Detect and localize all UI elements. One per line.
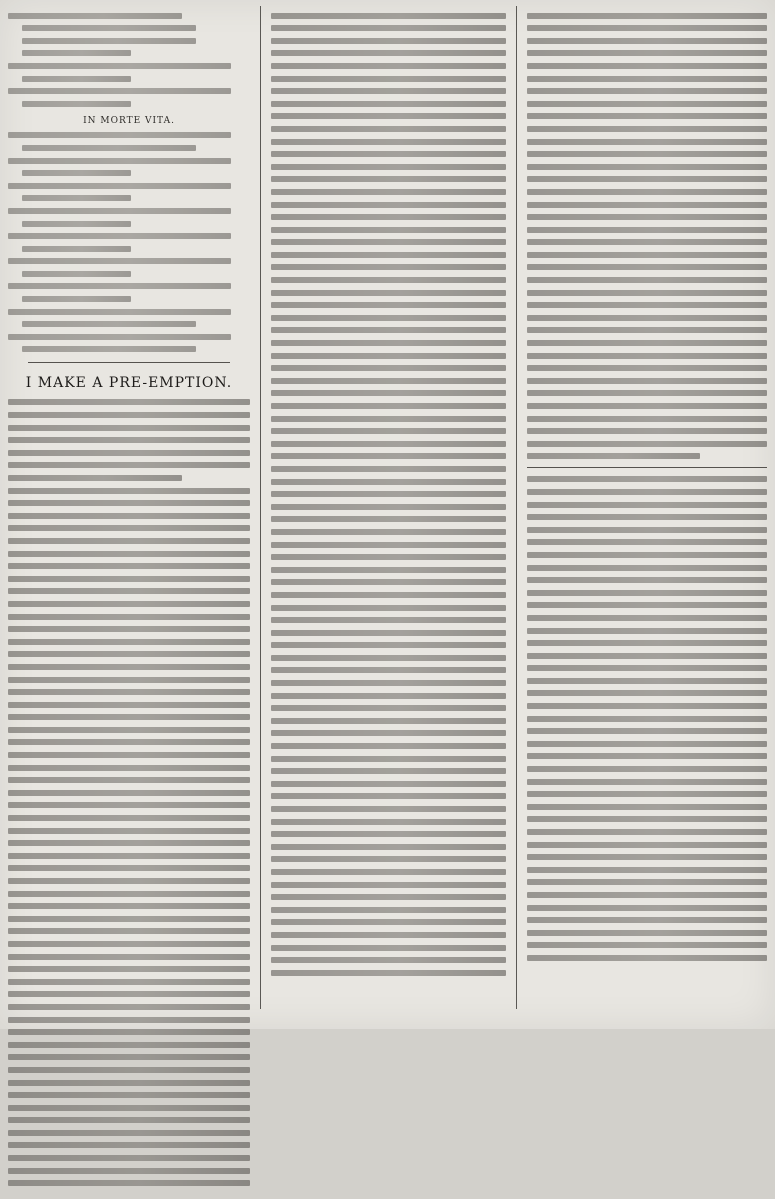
text-line xyxy=(8,13,182,19)
text-line xyxy=(8,462,250,468)
text-line xyxy=(271,844,506,850)
text-line xyxy=(527,365,767,371)
text-line xyxy=(271,302,506,308)
text-line xyxy=(271,554,506,560)
text-line xyxy=(527,416,767,422)
text-line xyxy=(271,957,506,963)
text-line xyxy=(271,856,506,862)
article-body-left xyxy=(8,399,250,1186)
text-line xyxy=(8,1042,250,1048)
text-line xyxy=(527,378,767,384)
text-line xyxy=(8,412,250,418)
text-line xyxy=(8,588,250,594)
text-line xyxy=(271,630,506,636)
text-line xyxy=(271,252,506,258)
text-line xyxy=(527,13,767,19)
text-line xyxy=(527,678,767,684)
text-line xyxy=(271,617,506,623)
text-line xyxy=(527,842,767,848)
text-line xyxy=(8,233,231,239)
text-line xyxy=(22,221,131,227)
text-line xyxy=(271,479,506,485)
text-line xyxy=(527,854,767,860)
text-line xyxy=(8,488,250,494)
text-line xyxy=(271,567,506,573)
text-line xyxy=(527,340,767,346)
text-line xyxy=(22,76,131,82)
text-line xyxy=(271,806,506,812)
text-line xyxy=(271,290,506,296)
text-line xyxy=(271,793,506,799)
text-line xyxy=(8,88,231,94)
text-line xyxy=(527,552,767,558)
text-line xyxy=(527,741,767,747)
text-line xyxy=(22,145,196,151)
text-line xyxy=(527,917,767,923)
text-line xyxy=(271,579,506,585)
text-line xyxy=(271,869,506,875)
text-line xyxy=(271,340,506,346)
text-line xyxy=(271,441,506,447)
text-line xyxy=(527,602,767,608)
text-line xyxy=(527,327,767,333)
text-line xyxy=(8,1092,250,1098)
text-line xyxy=(8,158,231,164)
text-line xyxy=(271,516,506,522)
text-line xyxy=(22,170,131,176)
text-line xyxy=(527,955,767,961)
text-line xyxy=(8,63,231,69)
text-line xyxy=(8,563,250,569)
text-line xyxy=(8,1017,250,1023)
text-line xyxy=(271,390,506,396)
text-line xyxy=(527,628,767,634)
text-line xyxy=(271,743,506,749)
text-line xyxy=(8,865,250,871)
text-line xyxy=(527,239,767,245)
text-line xyxy=(8,614,250,620)
text-line xyxy=(271,76,506,82)
text-line xyxy=(8,991,250,997)
text-line xyxy=(8,891,250,897)
text-line xyxy=(527,428,767,434)
text-line xyxy=(8,966,250,972)
text-line xyxy=(271,327,506,333)
text-line xyxy=(271,38,506,44)
text-line xyxy=(271,693,506,699)
text-line xyxy=(527,716,767,722)
text-line xyxy=(271,353,506,359)
text-line xyxy=(8,878,250,884)
text-line xyxy=(271,705,506,711)
text-line xyxy=(8,1155,250,1161)
text-line xyxy=(527,315,767,321)
text-line xyxy=(8,334,231,340)
text-line xyxy=(271,101,506,107)
text-line xyxy=(527,640,767,646)
text-line xyxy=(8,1067,250,1073)
text-line xyxy=(527,539,767,545)
text-line xyxy=(527,779,767,785)
text-line xyxy=(8,714,250,720)
text-line xyxy=(527,290,767,296)
text-line xyxy=(527,252,767,258)
poem-block xyxy=(8,13,250,353)
text-line xyxy=(527,816,767,822)
text-line xyxy=(271,403,506,409)
text-line xyxy=(271,50,506,56)
text-line xyxy=(271,819,506,825)
text-line xyxy=(527,565,767,571)
section-divider xyxy=(28,362,230,363)
column-rule xyxy=(516,6,517,1009)
text-line xyxy=(8,739,250,745)
text-line xyxy=(271,164,506,170)
text-line xyxy=(22,101,131,107)
text-line xyxy=(8,1080,250,1086)
text-line xyxy=(527,76,767,82)
text-line xyxy=(527,139,767,145)
text-line xyxy=(271,529,506,535)
text-line xyxy=(271,605,506,611)
text-line xyxy=(527,164,767,170)
text-line xyxy=(8,954,250,960)
text-line xyxy=(271,907,506,913)
text-line xyxy=(527,930,767,936)
column-right xyxy=(519,0,775,974)
text-line xyxy=(527,264,767,270)
text-line xyxy=(527,590,767,596)
text-line xyxy=(8,928,250,934)
text-line xyxy=(271,542,506,548)
text-line xyxy=(8,626,250,632)
text-line xyxy=(271,264,506,270)
text-line xyxy=(22,38,196,44)
text-line xyxy=(8,183,231,189)
text-line xyxy=(527,703,767,709)
text-line xyxy=(271,365,506,371)
text-line xyxy=(527,214,767,220)
text-line xyxy=(271,139,506,145)
text-line xyxy=(527,151,767,157)
text-line xyxy=(271,781,506,787)
text-line xyxy=(8,651,250,657)
text-line xyxy=(8,283,231,289)
text-line xyxy=(8,903,250,909)
text-line xyxy=(271,416,506,422)
text-line xyxy=(8,551,250,557)
text-line xyxy=(527,489,767,495)
text-line xyxy=(8,1117,250,1123)
text-line xyxy=(271,315,506,321)
text-line xyxy=(8,1142,250,1148)
text-line xyxy=(8,790,250,796)
text-line xyxy=(8,1054,250,1060)
text-line xyxy=(8,752,250,758)
text-line xyxy=(271,176,506,182)
text-line xyxy=(8,500,250,506)
text-line xyxy=(22,246,131,252)
text-line xyxy=(8,1105,250,1111)
text-line xyxy=(527,403,767,409)
text-line xyxy=(8,208,231,214)
text-line xyxy=(8,979,250,985)
text-line xyxy=(8,425,250,431)
column-left xyxy=(0,0,258,1199)
text-line xyxy=(271,730,506,736)
text-line xyxy=(527,665,767,671)
text-line xyxy=(8,664,250,670)
text-line xyxy=(8,941,250,947)
text-line xyxy=(271,88,506,94)
text-line xyxy=(527,189,767,195)
text-line xyxy=(22,195,131,201)
text-line xyxy=(271,202,506,208)
text-line xyxy=(271,919,506,925)
text-line xyxy=(271,718,506,724)
poem-subheading: IN MORTE VITA. xyxy=(83,115,175,126)
text-line xyxy=(527,615,767,621)
text-line xyxy=(527,514,767,520)
text-line xyxy=(8,601,250,607)
text-line xyxy=(527,804,767,810)
text-line xyxy=(527,277,767,283)
text-line xyxy=(8,765,250,771)
text-line xyxy=(8,1180,250,1186)
article-body-middle xyxy=(271,13,506,976)
text-line xyxy=(8,802,250,808)
text-line xyxy=(271,970,506,976)
text-line xyxy=(8,916,250,922)
text-line xyxy=(8,777,250,783)
text-line xyxy=(8,576,250,582)
text-line xyxy=(8,309,231,315)
text-line xyxy=(8,399,250,405)
text-line xyxy=(527,302,767,308)
text-line xyxy=(527,766,767,772)
text-line xyxy=(527,176,767,182)
text-line xyxy=(527,527,767,533)
text-line xyxy=(271,882,506,888)
text-line xyxy=(271,932,506,938)
section-divider xyxy=(527,467,767,468)
text-line xyxy=(527,577,767,583)
text-line xyxy=(271,592,506,598)
text-line xyxy=(271,680,506,686)
text-line xyxy=(8,132,231,138)
text-line xyxy=(527,867,767,873)
text-line xyxy=(271,945,506,951)
text-line xyxy=(271,113,506,119)
text-line xyxy=(8,689,250,695)
text-line xyxy=(527,476,767,482)
text-line xyxy=(8,853,250,859)
text-line xyxy=(271,428,506,434)
text-line xyxy=(8,677,250,683)
text-line xyxy=(8,828,250,834)
text-line xyxy=(271,894,506,900)
text-line xyxy=(527,690,767,696)
column-rule xyxy=(260,6,261,1009)
text-line xyxy=(8,1004,250,1010)
text-line xyxy=(527,202,767,208)
text-line xyxy=(527,942,767,948)
text-line xyxy=(271,227,506,233)
text-line xyxy=(8,258,231,264)
article-title: I MAKE A PRE-EMPTION. xyxy=(25,375,233,392)
text-line xyxy=(271,151,506,157)
text-line xyxy=(271,453,506,459)
text-line xyxy=(271,378,506,384)
text-line xyxy=(22,296,131,302)
text-line xyxy=(271,13,506,19)
text-line xyxy=(527,101,767,107)
text-line xyxy=(271,126,506,132)
text-line xyxy=(8,1029,250,1035)
text-line xyxy=(271,189,506,195)
text-line xyxy=(271,504,506,510)
text-line xyxy=(271,491,506,497)
text-line xyxy=(527,879,767,885)
text-line xyxy=(22,25,196,31)
text-line xyxy=(271,277,506,283)
text-line xyxy=(527,829,767,835)
text-line xyxy=(527,892,767,898)
text-line xyxy=(271,25,506,31)
text-line xyxy=(527,126,767,132)
article-body-right-top xyxy=(527,13,767,460)
text-line xyxy=(527,50,767,56)
text-line xyxy=(22,346,196,352)
text-line xyxy=(527,441,767,447)
text-line xyxy=(527,905,767,911)
text-line xyxy=(271,655,506,661)
text-line xyxy=(527,25,767,31)
text-line xyxy=(527,63,767,69)
text-line xyxy=(8,538,250,544)
text-line xyxy=(8,727,250,733)
text-line xyxy=(271,768,506,774)
text-line xyxy=(271,466,506,472)
article-body-right-bottom xyxy=(527,476,767,961)
text-line xyxy=(8,475,182,481)
text-line xyxy=(527,502,767,508)
text-line xyxy=(8,815,250,821)
text-line xyxy=(8,437,250,443)
text-line xyxy=(527,791,767,797)
text-line xyxy=(271,831,506,837)
text-line xyxy=(8,1168,250,1174)
text-line xyxy=(22,50,131,56)
text-line xyxy=(527,390,767,396)
text-line xyxy=(527,38,767,44)
text-line xyxy=(8,639,250,645)
text-line xyxy=(527,728,767,734)
text-line xyxy=(8,525,250,531)
text-line xyxy=(527,453,700,459)
text-line xyxy=(271,667,506,673)
text-line xyxy=(8,702,250,708)
text-line xyxy=(527,653,767,659)
text-line xyxy=(271,63,506,69)
text-line xyxy=(22,321,196,327)
text-line xyxy=(8,513,250,519)
text-line xyxy=(271,239,506,245)
text-line xyxy=(271,642,506,648)
text-line xyxy=(271,756,506,762)
text-line xyxy=(527,753,767,759)
column-middle xyxy=(263,0,514,988)
text-line xyxy=(22,271,131,277)
text-line xyxy=(8,840,250,846)
text-line xyxy=(8,1130,250,1136)
text-line xyxy=(8,450,250,456)
text-line xyxy=(271,214,506,220)
text-line xyxy=(527,353,767,359)
text-line xyxy=(527,113,767,119)
text-line xyxy=(527,227,767,233)
text-line xyxy=(527,88,767,94)
